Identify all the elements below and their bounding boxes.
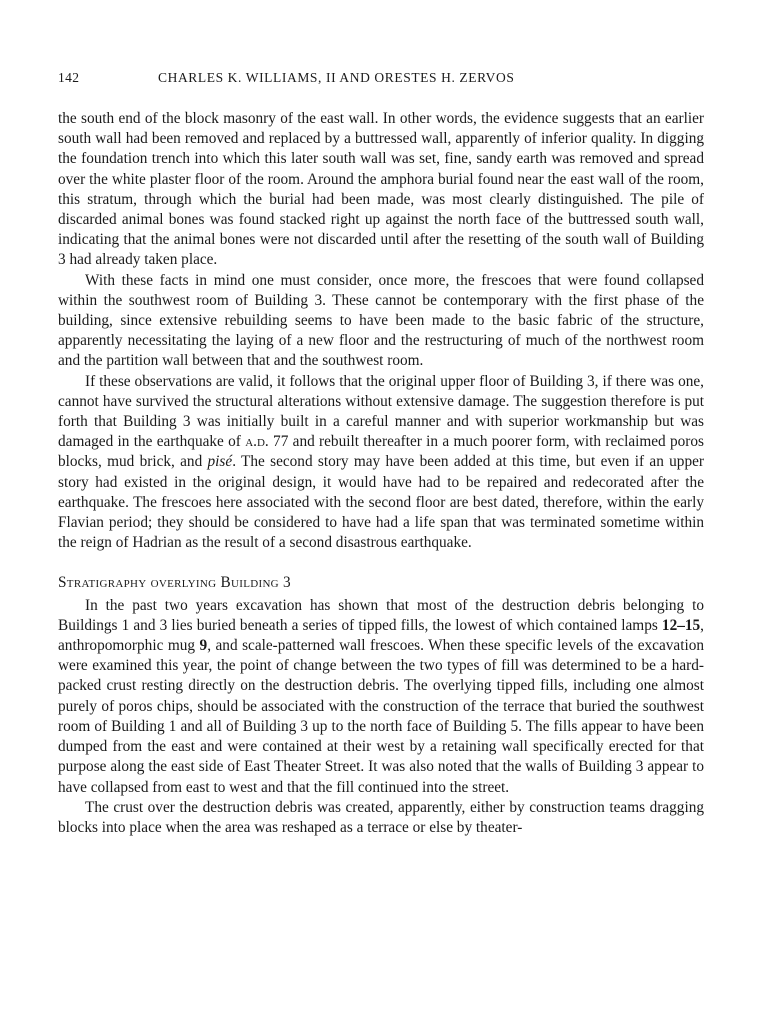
running-title: CHARLES K. WILLIAMS, II AND ORESTES H. ZERVOS [158, 70, 515, 85]
paragraph-4-part-c: , and scale-patterned wall frescoes. When these specific levels of the excavation were examined this year, the point of change between the two types of fill was determined to be a hard-packed crust resting directly on the destruction debris. The overlying tipped fills, including one almost purely of poros chips, should be associated with the construction of the terrace that buried the southwest room of Building 1 and all of Building 3 up to the north face of Building 5. The fills appear to have been dumped from the east and were contained at their west by a retaining wall specifically erected for that purpose along the east side of East Theater Street. It was also noted that the walls of Building 3 appear to have collapsed from east to west and that the fill continued into the street. [58, 637, 704, 796]
paragraph-3 [58, 372, 704, 554]
paragraph-3-part-a: If these observations are valid, it follows that the original upper floor of Building 3, if there was one, cannot have survived the structural alterations without extensive damage. The suggestion therefore is put forth that Building 3 was initially built in a careful manner and with superior workmanship but was damaged in the earthquake of [58, 372, 704, 451]
term-pise: pisé [207, 453, 233, 471]
paragraph-4-part-b: , anthropomorphic mug [58, 616, 704, 655]
running-head [58, 70, 704, 92]
paragraph-2: With these facts in mind one must consider, once more, the frescoes that were found collapsed within the southwest room of Building 3. These cannot be contemporary with the first phase of the building, since extensive rebuilding seems to have been made to the basic fabric of the structure, apparently necessitating the laying of a new floor and the restructuring of much of the northwest room and the partition wall between that and the southwest room. [58, 271, 704, 370]
paragraph-3-part-c: . The second story may have been added at this time, but even if an upper story had existed in the original design, it would have had to be repaired and redecorated after the earthquake. The frescoes here associated with the second floor are best dated, therefore, within the early Flavian period; they should be considered to have had a life span that was terminated sometime within the reign of Hadrian as the result of a second disastrous earthquake. [58, 453, 704, 552]
body-text [58, 109, 704, 838]
page [58, 70, 704, 838]
paragraph-4 [58, 596, 704, 798]
era-abbreviation: a.d. [245, 433, 269, 451]
paragraph-3-part-b: 77 and rebuilt thereafter in a much poorer form, with reclaimed poros blocks, mud brick, and [58, 433, 704, 471]
paragraph-5: The crust over the destruction debris was created, apparently, either by construction teams dragging blocks into place when the area was reshaped as a terrace or else by theater- [58, 798, 704, 836]
mug-ref: 9 [199, 637, 208, 655]
paragraph-4-part-a: In the past two years excavation has shown that most of the destruction debris belonging to Buildings 1 and 3 lies buried beneath a series of tipped fills, the lowest of which contained lamps [58, 596, 704, 634]
lamps-ref: 12–15 [661, 616, 701, 634]
paragraph-1: the south end of the block masonry of the east wall. In other words, the evidence suggests that an earlier south wall had been removed and replaced by a buttressed wall, apparently of inferior quality. In digging the foundation trench into which this later south wall was set, fine, sandy earth was removed and spread over the white plaster floor of the room. Around the amphora burial found near the east wall of the room, this stratum, through which the burial had been made, was most clearly distinguished. The pile of discarded animal bones was found stacked right up against the north face of the buttressed south wall, indicating that the animal bones were not discarded until after the resetting of the south wall of Building 3 had already taken place. [58, 110, 704, 269]
section-heading: Stratigraphy overlying Building 3 [58, 574, 292, 592]
page-number: 142 [58, 70, 80, 85]
